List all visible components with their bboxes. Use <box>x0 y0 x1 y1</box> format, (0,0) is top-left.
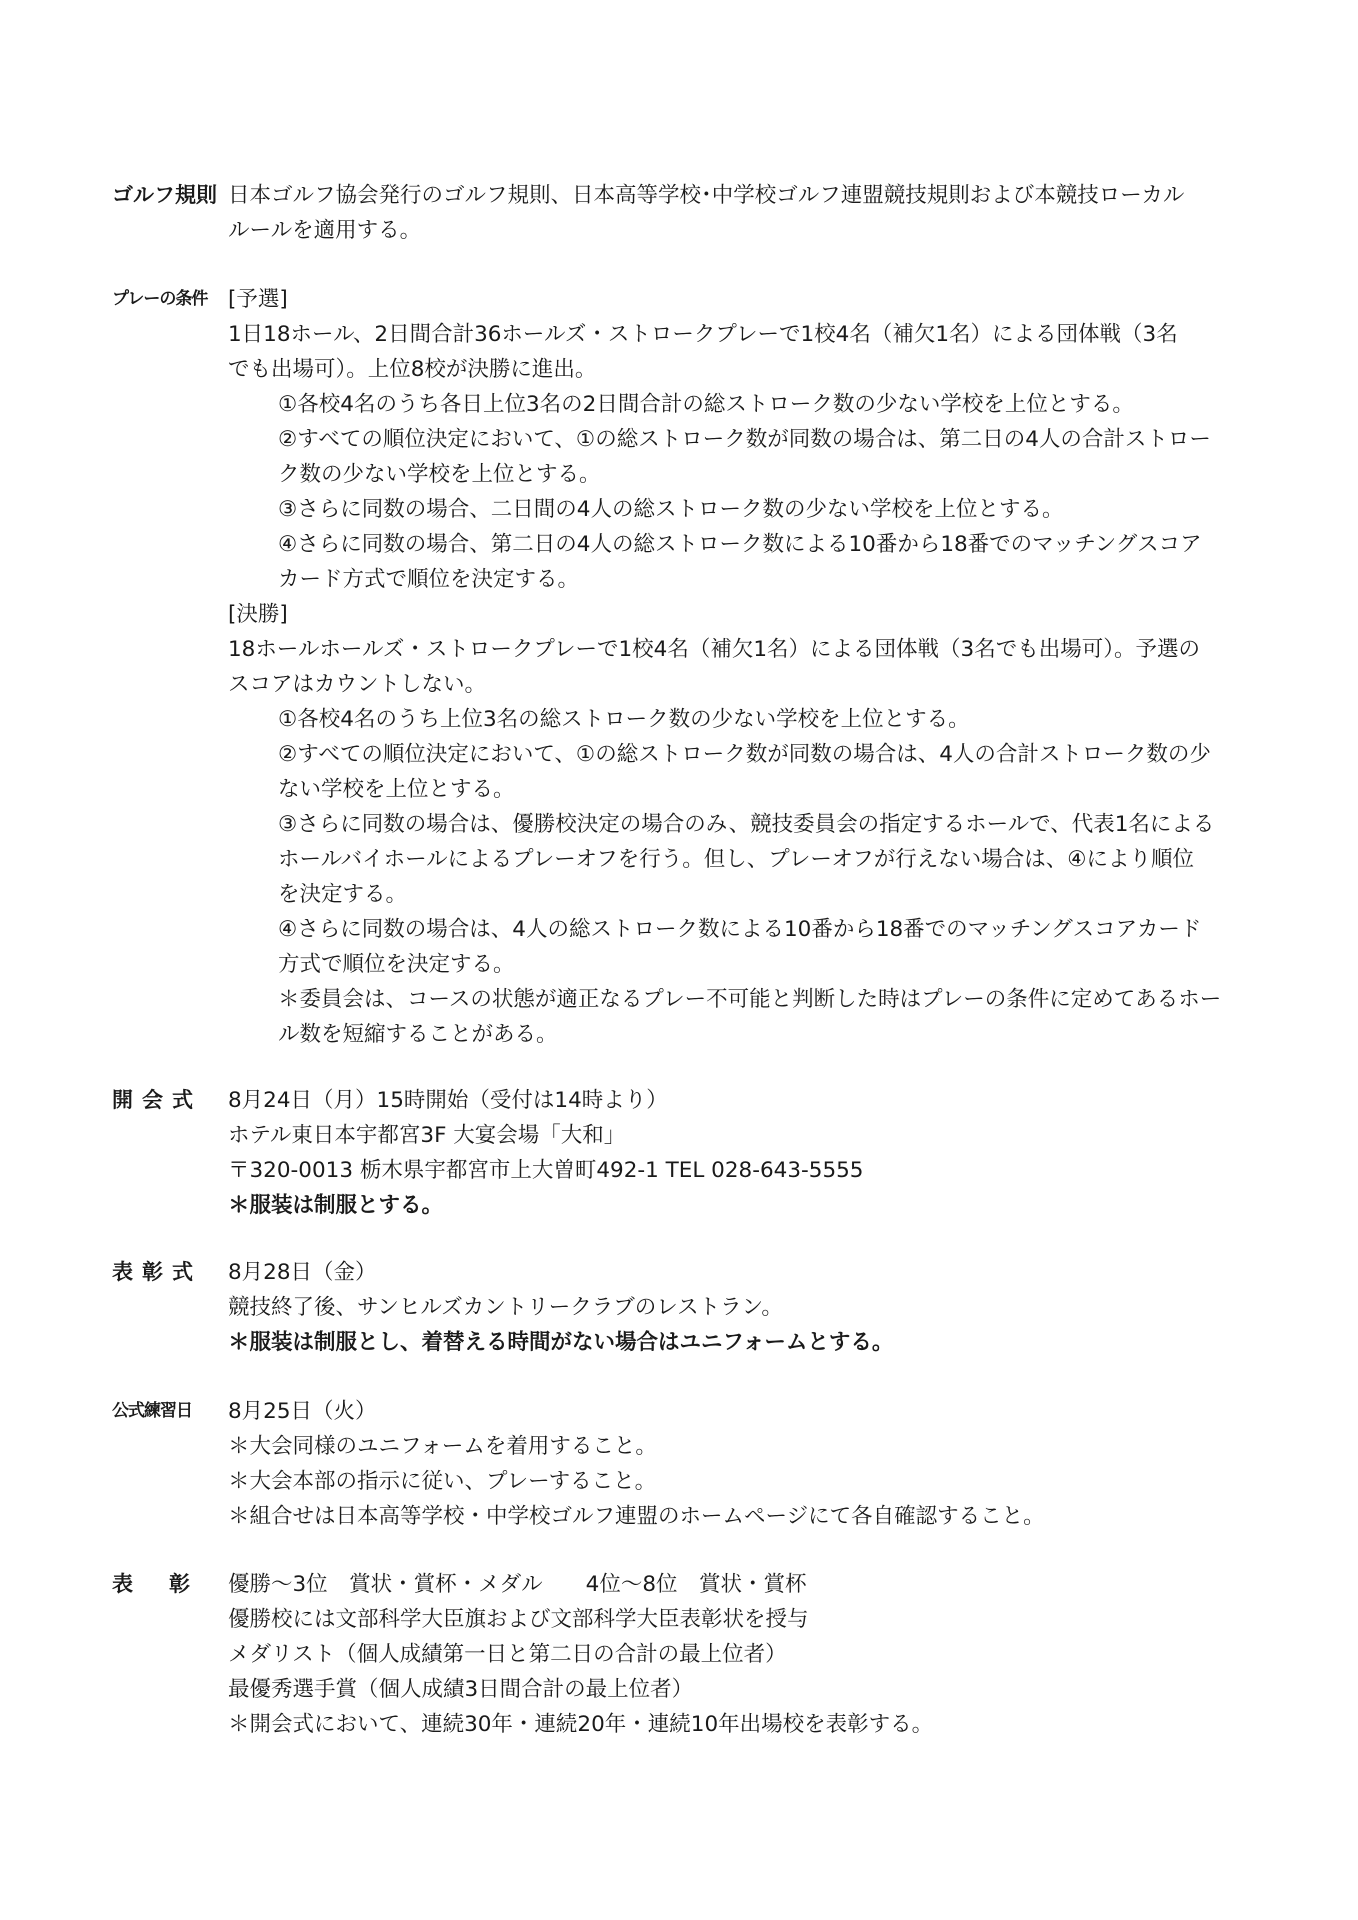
text-line: 優勝校には文部科学大臣旗および文部科学大臣表彰状を授与 <box>228 1607 809 1632</box>
text-line: ク数の少ない学校を上位とする。 <box>278 462 601 487</box>
text-line: カード方式で順位を決定する。 <box>278 567 580 592</box>
text-line: ルールを適用する。 <box>228 218 422 243</box>
qualifier-heading: [予選] <box>228 287 288 312</box>
play-conditions-text <box>228 282 1262 1052</box>
text-line: ＊大会本部の指示に従い、プレーすること。 <box>228 1469 657 1494</box>
golf-rules-text <box>228 178 1262 248</box>
text-line: でも出場可）。上位8校が決勝に進出。 <box>228 357 597 382</box>
text-line: ＊大会同様のユニフォームを着用すること。 <box>228 1434 657 1459</box>
text-line: ③さらに同数の場合、二日間の4人の総ストローク数の少ない学校を上位とする。 <box>278 497 1064 522</box>
list-item <box>228 912 1262 982</box>
list-item <box>228 807 1262 912</box>
list-item <box>228 492 1262 527</box>
text-line: 8月24日（月）15時開始（受付は14時より） <box>228 1088 668 1113</box>
section-awards <box>112 1567 1262 1742</box>
text-line: を決定する。 <box>278 882 408 907</box>
text-line: ①各校4名のうち上位3名の総ストローク数の少ない学校を上位とする。 <box>278 707 970 732</box>
list-item-note <box>228 982 1262 1052</box>
text-line: 優勝〜3位 賞状・賞杯・メダル 4位〜8位 賞状・賞杯 <box>228 1572 807 1597</box>
dress-code-note: ＊服装は制服とする。 <box>228 1193 444 1218</box>
text-line: ホールバイホールによるプレーオフを行う。但し、プレーオフが行えない場合は、④により順位 <box>278 847 1195 872</box>
section-golf-rules <box>112 178 1262 248</box>
list-item <box>228 702 1262 737</box>
text-line: ②すべての順位決定において、①の総ストローク数が同数の場合は、4人の合計ストローク数の少 <box>278 742 1211 767</box>
text-line: ④さらに同数の場合、第二日の4人の総ストローク数による10番から18番でのマッチングスコア <box>278 532 1202 557</box>
text-line: 8月28日（金） <box>228 1260 377 1285</box>
section-label-opening-ceremony: 開会式 <box>112 1088 202 1112</box>
text-line: 18ホールホールズ・ストロークプレーで1校4名（補欠1名）による団体戦（3名でも出場可）。予選の <box>228 637 1200 662</box>
text-line: ④さらに同数の場合は、4人の総ストローク数による10番から18番でのマッチングスコアカード <box>278 917 1202 942</box>
dress-code-note: ＊服装は制服とし、着替える時間がない場合はユニフォームとする。 <box>228 1330 894 1355</box>
text-line: メダリスト（個人成績第一日と第二日の合計の最上位者） <box>228 1642 787 1667</box>
text-line: ホテル東日本宇都宮3F 大宴会場「大和」 <box>228 1123 626 1148</box>
text-line: ＊委員会は、コースの状態が適正なるプレー不可能と判断した時はプレーの条件に定めてあるホー <box>278 987 1222 1012</box>
final-heading: [決勝] <box>228 602 288 627</box>
section-label-play-conditions: プレーの条件 <box>112 289 208 309</box>
awards-text <box>228 1567 1262 1742</box>
list-item <box>228 387 1262 422</box>
text-line: ル数を短縮することがある。 <box>278 1022 558 1047</box>
text-line: 競技終了後、サンヒルズカントリークラブのレストラン。 <box>228 1295 783 1320</box>
text-line: 1日18ホール、2日間合計36ホールズ・ストロークプレーで1校4名（補欠1名）による団体戦（3名 <box>228 322 1178 347</box>
text-line: ②すべての順位決定において、①の総ストローク数が同数の場合は、第二日の4人の合計ストロー <box>278 427 1211 452</box>
list-item <box>228 422 1262 492</box>
practice-day-text <box>228 1394 1262 1534</box>
text-line: スコアはカウントしない。 <box>228 672 487 697</box>
text-line: ①各校4名のうち各日上位3名の2日間合計の総ストローク数の少ない学校を上位とする。 <box>278 392 1134 417</box>
list-item <box>228 737 1262 807</box>
text-line: ＊組合せは日本高等学校・中学校ゴルフ連盟のホームページにて各自確認すること。 <box>228 1504 1045 1529</box>
opening-ceremony-text <box>228 1083 1262 1223</box>
section-opening-ceremony <box>112 1083 1262 1223</box>
section-play-conditions <box>112 282 1262 1052</box>
section-label-award-ceremony: 表彰式 <box>112 1260 202 1284</box>
section-label-practice-day: 公式練習日 <box>112 1401 192 1421</box>
list-item <box>228 527 1262 597</box>
text-line: 8月25日（火） <box>228 1399 377 1424</box>
section-award-ceremony <box>112 1255 1262 1360</box>
section-label-awards: 表彰 <box>112 1572 226 1596</box>
text-line: 方式で順位を決定する。 <box>278 952 515 977</box>
section-practice-day <box>112 1394 1262 1534</box>
text-line: 最優秀選手賞（個人成績3日間合計の最上位者） <box>228 1677 694 1702</box>
award-ceremony-text <box>228 1255 1262 1360</box>
text-line: ③さらに同数の場合は、優勝校決定の場合のみ、競技委員会の指定するホールで、代表1名による <box>278 812 1215 837</box>
text-line: 〒320-0013 栃木県宇都宮市上大曽町492-1 TEL 028-643-5555 <box>228 1158 864 1183</box>
text-line: 日本ゴルフ協会発行のゴルフ規則、日本高等学校･中学校ゴルフ連盟競技規則および本競技ローカル <box>228 183 1185 208</box>
text-line: ＊開会式において、連続30年・連続20年・連続10年出場校を表彰する。 <box>228 1712 934 1737</box>
text-line: ない学校を上位とする。 <box>278 777 515 802</box>
section-label-golf-rules: ゴルフ規則 <box>112 183 217 207</box>
